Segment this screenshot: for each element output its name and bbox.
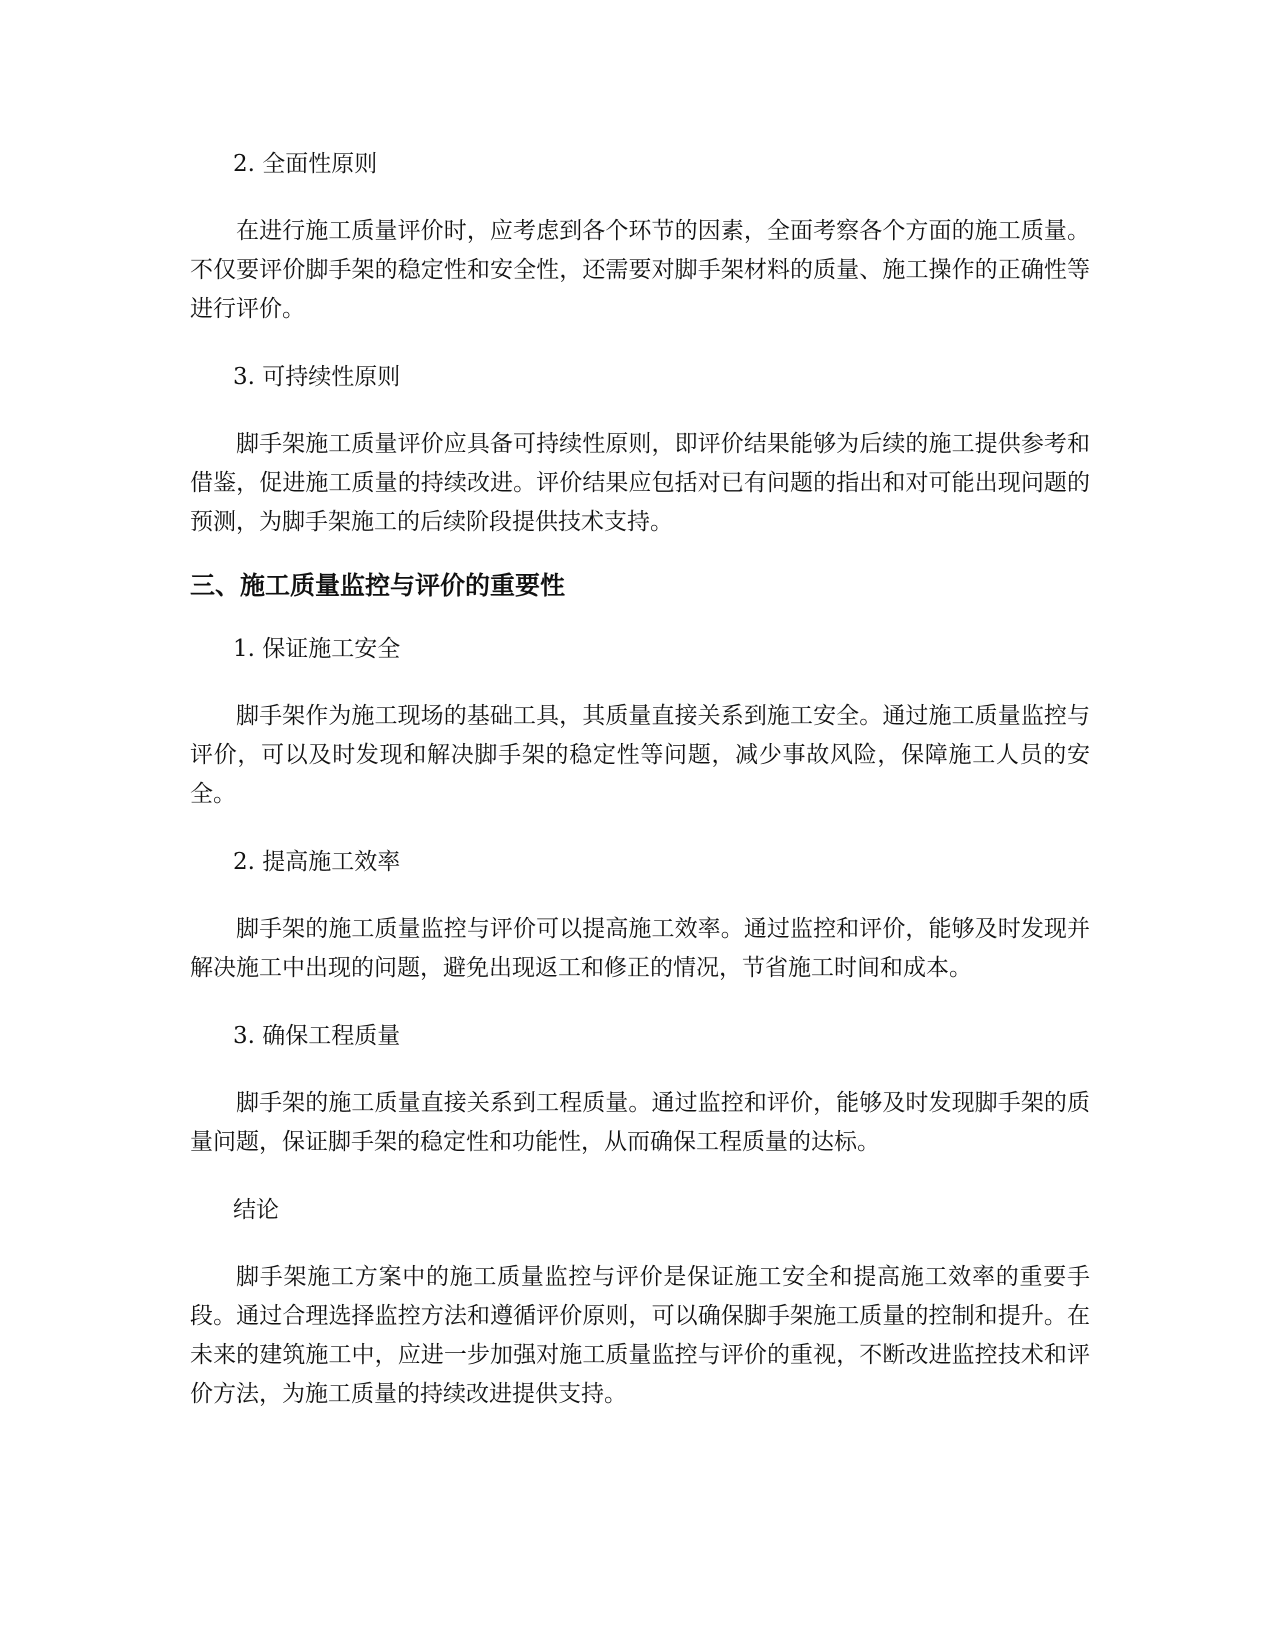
paragraph-sustainability: 脚手架施工质量评价应具备可持续性原则，即评价结果能够为后续的施工提供参考和借鉴，促进施工质量的持续改进。评价结果应包括对已有问题的指出和对可能出现问题的预测，为脚手架施工的后续阶段提供技术支持。 [190,431,1090,535]
document-body [190,145,1090,1414]
subheading-ensure-quality: 3. 确保工程质量 [233,1023,401,1049]
paragraph-ensure-safety: 脚手架作为施工现场的基础工具，其质量直接关系到施工安全。通过施工质量监控与评价，可以及时发现和解决脚手架的稳定性等问题，减少事故风险，保障施工人员的安全。 [190,703,1090,807]
paragraph-improve-efficiency: 脚手架的施工质量监控与评价可以提高施工效率。通过监控和评价，能够及时发现并解决施工中出现的问题，避免出现返工和修正的情况，节省施工时间和成本。 [190,916,1090,981]
paragraph-conclusion: 脚手架施工方案中的施工质量监控与评价是保证施工安全和提高施工效率的重要手段。通过合理选择监控方法和遵循评价原则，可以确保脚手架施工质量的控制和提升。在未来的建筑施工中，应进一步加强对施工质量监控与评价的重视，不断改进监控技术和评价方法，为施工质量的持续改进提供支持。 [190,1264,1090,1407]
subheading-conclusion: 结论 [233,1197,279,1223]
subheading-improve-efficiency: 2. 提高施工效率 [233,849,401,875]
paragraph-comprehensiveness: 在进行施工质量评价时，应考虑到各个环节的因素，全面考察各个方面的施工质量。不仅要评价脚手架的稳定性和安全性，还需要对脚手架材料的质量、施工操作的正确性等进行评价。 [190,218,1090,322]
subheading-sustainability-principle: 3. 可持续性原则 [233,364,401,390]
subheading-comprehensiveness-principle: 2. 全面性原则 [233,151,378,177]
subheading-ensure-safety: 1. 保证施工安全 [233,636,401,662]
paragraph-ensure-quality: 脚手架的施工质量直接关系到工程质量。通过监控和评价，能够及时发现脚手架的质量问题，保证脚手架的稳定性和功能性，从而确保工程质量的达标。 [190,1090,1090,1155]
section-heading-importance: 三、施工质量监控与评价的重要性 [190,571,566,600]
